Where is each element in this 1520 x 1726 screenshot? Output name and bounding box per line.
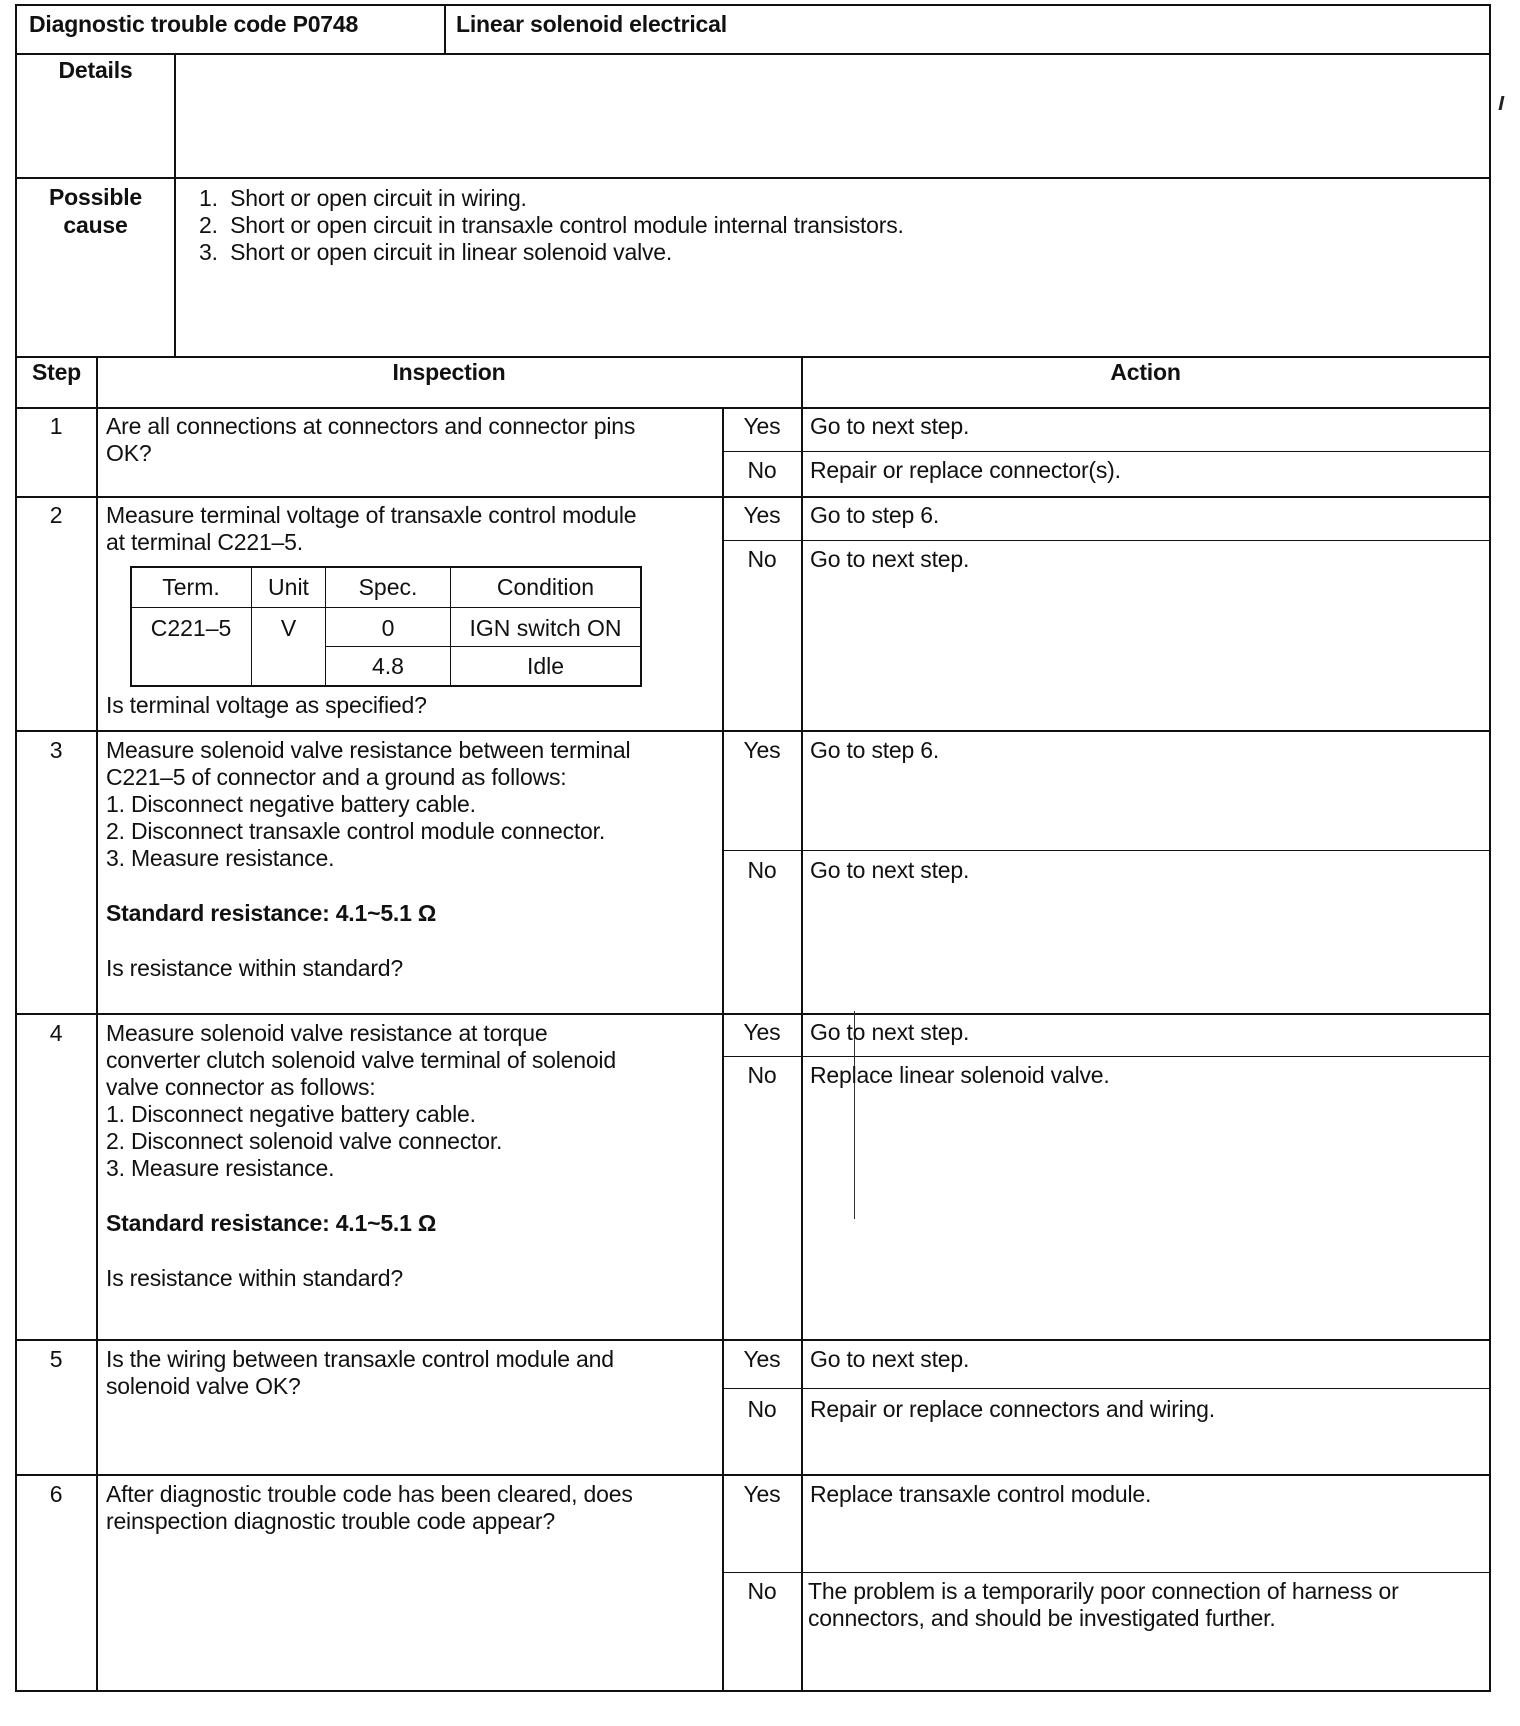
inspection-question: Is resistance within standard? — [106, 1265, 403, 1291]
inspection-line: 3. Measure resistance. — [106, 845, 335, 871]
no-label: No — [747, 1578, 777, 1604]
yes-label: Yes — [743, 1346, 781, 1372]
no-action: Go to next step. — [810, 857, 970, 883]
inspection-line: Are all connections at connectors and connector pins — [106, 413, 636, 439]
standard-resistance: Standard resistance: 4.1~5.1 Ω — [106, 1210, 437, 1236]
row1-bottom — [15, 496, 1491, 498]
cause-bottom-line — [15, 356, 1491, 358]
no-action: Repair or replace connector(s). — [810, 457, 1121, 483]
step-number: 4 — [49, 1020, 63, 1046]
no-label: No — [747, 857, 777, 883]
cause-item: 3. Short or open circuit in linear solenoid valve. — [199, 239, 673, 265]
row6-yesno-split — [722, 1572, 1491, 1573]
inspection-line: 2. Disconnect transaxle control module connector. — [106, 818, 606, 844]
spec-header-condition: Condition — [496, 574, 595, 600]
spec-table-right — [640, 566, 642, 687]
standard-resistance: Standard resistance: 4.1~5.1 Ω — [106, 900, 437, 926]
border-right — [1489, 4, 1491, 1692]
spec-table-bottom — [130, 685, 642, 687]
yes-label: Yes — [743, 413, 781, 439]
yes-action: Replace transaxle control module. — [810, 1481, 1152, 1507]
inspection-line: Measure solenoid valve resistance between terminal — [106, 737, 631, 763]
inspection-line: 3. Measure resistance. — [106, 1155, 335, 1181]
possible-cause-label-2: cause — [63, 212, 128, 238]
inspection-line: Measure solenoid valve resistance at torque — [106, 1020, 548, 1046]
inspection-line: valve connector as follows: — [106, 1074, 376, 1100]
inspection-line: 2. Disconnect solenoid valve connector. — [106, 1128, 503, 1154]
no-label: No — [747, 546, 777, 572]
row5-bottom — [15, 1474, 1491, 1476]
cause-item: 1. Short or open circuit in wiring. — [199, 185, 527, 211]
inspection-line: OK? — [106, 440, 152, 466]
yes-action: Go to next step. — [810, 1019, 970, 1045]
no-label: No — [747, 1396, 777, 1422]
details-label: Details — [58, 57, 133, 83]
dtc-title: Linear solenoid electrical — [456, 11, 727, 37]
inspection-line: converter clutch solenoid valve terminal of solenoid — [106, 1047, 616, 1073]
details-bottom-line — [15, 177, 1491, 179]
col-header-bottom-line — [15, 407, 1491, 409]
inspection-line: Is the wiring between transaxle control module and — [106, 1346, 614, 1372]
yes-action: Go to step 6. — [810, 502, 940, 528]
step-number: 6 — [49, 1481, 63, 1507]
possible-cause-label-1: Possible — [49, 184, 142, 210]
inspection-line: C221–5 of connector and a ground as follows: — [106, 764, 567, 790]
row2-bottom — [15, 730, 1491, 732]
action-col-divider — [801, 356, 803, 1692]
spec-value: 0 — [381, 614, 395, 641]
label-col-divider — [174, 53, 176, 357]
yes-label: Yes — [743, 1481, 781, 1507]
row1-yesno-split — [722, 451, 1491, 452]
yes-action: Go to step 6. — [810, 737, 940, 763]
row3-bottom — [15, 1013, 1491, 1015]
row5-yesno-split — [722, 1388, 1491, 1389]
row4-yesno-split — [722, 1056, 1491, 1057]
yes-action: Go to next step. — [810, 1346, 970, 1372]
spec-header-term: Term. — [162, 574, 220, 600]
no-label: No — [747, 457, 777, 483]
step-number: 5 — [49, 1346, 63, 1372]
col-header-step: Step — [31, 359, 82, 385]
no-action-line: connectors, and should be investigated further. — [808, 1605, 1276, 1631]
border-left — [15, 4, 17, 1692]
spec-term: C221–5 — [150, 614, 232, 641]
spec-condition: Idle — [526, 653, 565, 679]
spec-unit: V — [280, 614, 297, 641]
spec-value: 4.8 — [372, 653, 404, 679]
dtc-code-label: Diagnostic trouble code P0748 — [29, 11, 359, 37]
inspection-line: reinspection diagnostic trouble code appear? — [106, 1508, 555, 1534]
step-number: 3 — [49, 737, 63, 763]
no-action: Repair or replace connectors and wiring. — [810, 1396, 1215, 1422]
col-header-action: Action — [1110, 359, 1181, 385]
header-divider — [444, 4, 446, 53]
inspection-line: solenoid valve OK? — [106, 1373, 301, 1399]
cause-item: 2. Short or open circuit in transaxle control module internal transistors. — [199, 212, 904, 238]
inspection-question: Is resistance within standard? — [106, 955, 403, 981]
row2-yesno-split — [722, 540, 1491, 541]
border-top — [15, 4, 1491, 6]
spec-condition: IGN switch ON — [469, 614, 622, 641]
no-label: No — [747, 1062, 777, 1088]
inspection-line: Measure terminal voltage of transaxle control module — [106, 502, 637, 528]
spec-header-spec: Spec. — [358, 574, 418, 600]
yes-label: Yes — [743, 1019, 781, 1045]
inspection-line: at terminal C221–5. — [106, 529, 303, 555]
row3-yesno-split — [722, 850, 1491, 851]
no-action: Go to next step. — [810, 546, 970, 572]
step-col-divider — [96, 356, 98, 1692]
scan-artifact-mark — [1499, 96, 1505, 110]
inspection-line: 1. Disconnect negative battery cable. — [106, 791, 476, 817]
col-header-inspection: Inspection — [392, 359, 506, 385]
inspection-line: 1. Disconnect negative battery cable. — [106, 1101, 476, 1127]
inspection-line: After diagnostic trouble code has been cleared, does — [106, 1481, 633, 1507]
no-action-line: The problem is a temporarily poor connection of harness or — [808, 1578, 1399, 1604]
header-bottom-line — [15, 53, 1491, 55]
no-action: Replace linear solenoid valve. — [810, 1062, 1110, 1088]
yes-label: Yes — [743, 502, 781, 528]
yes-label: Yes — [743, 737, 781, 763]
spec-header-line — [130, 607, 642, 608]
inspection-question: Is terminal voltage as specified? — [106, 692, 427, 718]
border-bottom — [15, 1690, 1491, 1692]
yes-action: Go to next step. — [810, 413, 970, 439]
spec-header-unit: Unit — [268, 574, 309, 600]
step-number: 2 — [49, 502, 63, 528]
step-number: 1 — [49, 413, 63, 439]
row4-bottom — [15, 1339, 1491, 1341]
